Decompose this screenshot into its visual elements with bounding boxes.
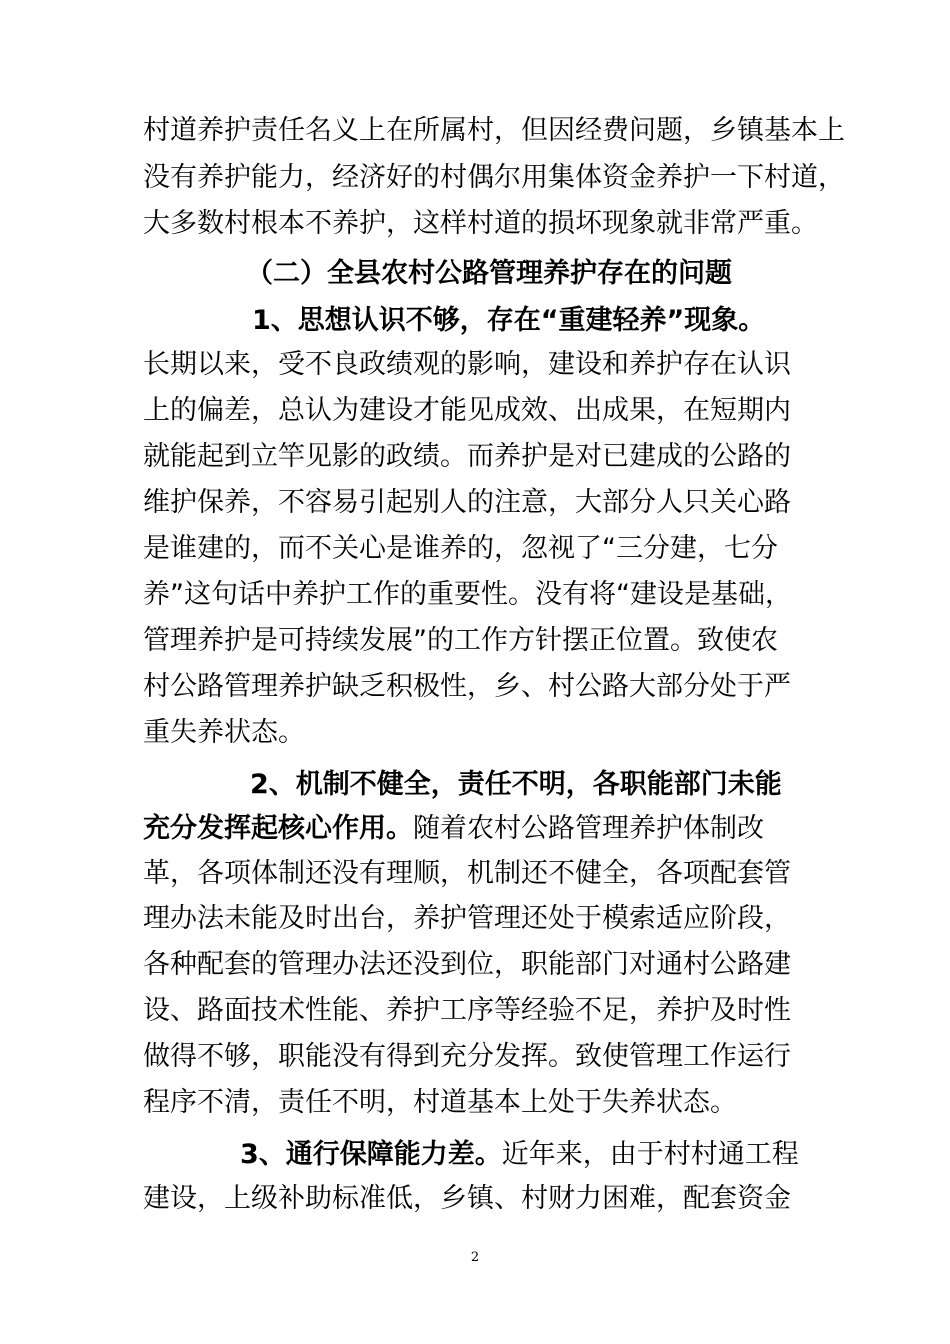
point2-heading-bold: 充分发挥起核心作用。 — [143, 813, 413, 844]
point2-line-4: 设、路面技术性能、养护工序等经验不足，养护及时性 — [143, 995, 791, 1026]
point3-line-1: 建设，上级补助标准低，乡镇、村财力困难，配套资金 — [143, 1183, 791, 1214]
point1-line-2: 上的偏差，总认为建设才能见成效、出成果，在短期内 — [143, 395, 791, 426]
point1-heading: 1、思想认识不够，存在“重建轻养”现象。 — [252, 305, 766, 336]
point1-line-1: 长期以来，受不良政绩观的影响，建设和养护存在认识 — [143, 349, 791, 380]
point2-line-1: 革，各项体制还没有理顺，机制还不健全，各项配套管 — [143, 858, 791, 889]
point2-line-3: 各种配套的管理办法还没到位，职能部门对通村公路建 — [143, 949, 791, 980]
point2-heading: 2、机制不健全，责任不明，各职能部门未能 — [250, 769, 782, 800]
point2-line-2: 理办法未能及时出台，养护管理还处于模索适应阶段， — [143, 903, 791, 934]
point2-line-6: 程序不清，责任不明，村道基本上处于失养状态。 — [143, 1087, 737, 1118]
point2-heading-rest: 随着农村公路管理养护体制改 — [413, 813, 764, 844]
point3-heading-line — [240, 1132, 799, 1178]
point1-line-5: 是谁建的，而不关心是谁养的，忽视了“三分建，七分 — [143, 533, 778, 564]
point1-line-9: 重失养状态。 — [143, 717, 305, 748]
point3-heading-bold: 3、通行保障能力差。 — [240, 1139, 502, 1170]
page-number: 2 — [470, 1250, 480, 1265]
point1-line-4: 维护保养，不容易引起别人的注意，大部分人只关心路 — [143, 487, 791, 518]
intro-line-1: 村道养护责任名义上在所属村，但因经费问题，乡镇基本上 — [143, 115, 845, 146]
point2-heading-line-2 — [143, 806, 764, 852]
point1-line-7: 管理养护是可持续发展”的工作方针摆正位置。致使农 — [143, 625, 778, 656]
point1-line-3: 就能起到立竿见影的政绩。而养护是对已建成的公路的 — [143, 441, 791, 472]
point3-heading-rest: 近年来，由于村村通工程 — [501, 1139, 799, 1170]
intro-line-2: 没有养护能力，经济好的村偶尔用集体资金养护一下村道， — [143, 162, 845, 193]
point1-line-6: 养”这句话中养护工作的重要性。没有将“建设是基础， — [143, 579, 792, 610]
section-heading: （二）全县农村公路管理养护存在的问题 — [246, 258, 732, 289]
point1-line-8: 村公路管理养护缺乏积极性，乡、村公路大部分处于严 — [143, 671, 791, 702]
intro-line-3: 大多数村根本不养护，这样村道的损坏现象就非常严重。 — [143, 208, 818, 239]
point2-line-5: 做得不够，职能没有得到充分发挥。致使管理工作运行 — [143, 1041, 791, 1072]
